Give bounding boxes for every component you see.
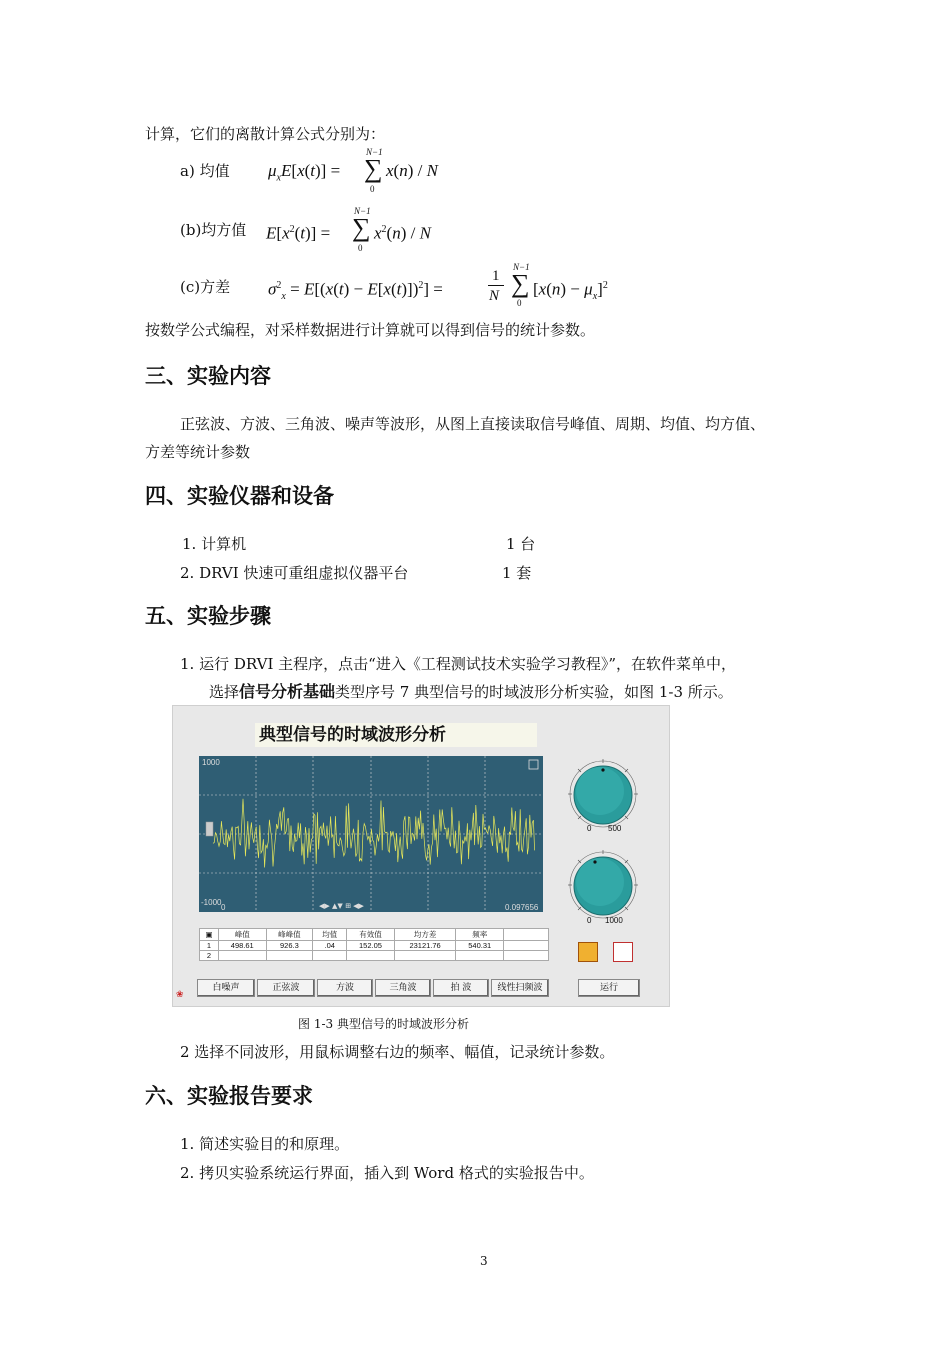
cell: 540.31	[456, 941, 504, 951]
sum-lower-a: 0	[370, 184, 375, 194]
knob1-max: 500	[608, 824, 622, 833]
formula-a-label: a) 均值	[180, 162, 230, 180]
white-noise-button[interactable]: 白噪声	[197, 979, 255, 997]
x-max-label: 0.097656	[505, 903, 539, 912]
run-button[interactable]: 运行	[578, 979, 640, 997]
section-6-title: 六、实验报告要求	[145, 1084, 313, 1108]
header-cell: 频率	[456, 929, 504, 941]
beat-wave-button[interactable]: 拍 波	[433, 979, 489, 997]
section-4-title: 四、实验仪器和设备	[145, 484, 334, 508]
formula-a-rhs: x(n) / N	[386, 161, 438, 180]
section-3-line1: 正弦波、方波、三角波、噪声等波形，从图上直接读取信号峰值、周期、均值、均方值、	[180, 415, 766, 433]
row-index: 1	[200, 941, 219, 951]
sum-lower-b: 0	[358, 243, 363, 253]
requirement-2: 2. 拷贝实验系统运行界面，插入到 Word 格式的实验报告中。	[180, 1164, 594, 1182]
plot-nav-icons: ◀▶ ▲▼ ⊞ ◀▶	[319, 902, 364, 910]
header-cell: 均值	[313, 929, 347, 941]
sum-upper-a: N−1	[366, 147, 383, 157]
header-cell: 峰值	[219, 929, 267, 941]
sigma-b: ∑	[352, 213, 371, 242]
knob2-min: 0	[587, 916, 592, 925]
waveform-svg	[199, 756, 543, 912]
table-corner: ▣	[200, 929, 219, 941]
formula-c: $\sigma^2_x = E[(x(t) - E[x(t)])^2]$ =	[268, 279, 443, 303]
logo-icon: ❀	[176, 990, 184, 1000]
screenshot-title: 典型信号的时域波形分析	[255, 723, 537, 747]
noise-waveform	[213, 799, 535, 868]
software-screenshot	[172, 705, 670, 1007]
y-scroll-icon	[206, 822, 213, 836]
requirement-1: 1. 简述实验目的和原理。	[180, 1135, 350, 1153]
table-header-row	[200, 929, 549, 941]
waveform-plot	[199, 756, 543, 912]
formula-b-rhs: $x^2(n)$ / N	[374, 223, 431, 243]
triangle-wave-button[interactable]: 三角波	[375, 979, 431, 997]
sine-wave-button[interactable]: 正弦波	[257, 979, 315, 997]
table-row	[200, 951, 549, 961]
frac-num: 1	[492, 268, 500, 284]
cell: 23121.76	[394, 941, 456, 951]
formula-c-rhs: $[x(n) - \mu_x]^2$	[533, 279, 608, 303]
square-wave-button[interactable]: 方波	[317, 979, 373, 997]
formula-c-label: (c)方差	[180, 278, 231, 296]
header-cell-empty	[504, 929, 549, 941]
sum-upper-c: N−1	[513, 262, 530, 272]
knob2-max: 1000	[605, 916, 623, 925]
equip-1-name: 1. 计算机	[182, 535, 247, 553]
cell: 152.05	[347, 941, 395, 951]
intro-text: 计算，它们的离散计算公式分别为：	[145, 125, 386, 143]
amplitude-knob[interactable]	[567, 849, 639, 921]
formula-b: $E[x^2(t)]$ =	[266, 223, 331, 243]
y-min-label: -1000	[201, 898, 222, 907]
page-number: 3	[480, 1254, 488, 1268]
equip-2-name: 2. DRVI 快速可重组虚拟仪器平台	[180, 564, 409, 582]
stop-icon[interactable]	[613, 942, 633, 962]
sum-upper-b: N−1	[354, 206, 371, 216]
frac-den: N	[489, 288, 500, 304]
step-1-line1: 1. 运行 DRVI 主程序，点击“进入《工程测试技术实验学习教程》”，在软件菜单中，	[180, 655, 736, 673]
zoom-icon	[529, 760, 538, 769]
cell-empty	[504, 941, 549, 951]
section-3-title: 三、实验内容	[145, 364, 271, 388]
linear-sweep-button[interactable]: 线性扫频波	[491, 979, 549, 997]
row-index: 2	[200, 951, 219, 961]
section-5-title: 五、实验步骤	[145, 604, 271, 628]
y-max-label: 1000	[202, 758, 220, 767]
cell: 926.3	[266, 941, 313, 951]
sum-lower-c: 0	[517, 298, 522, 308]
header-cell: 峰峰值	[266, 929, 313, 941]
formula-a: $\mu_xE[x(t)]$ =	[268, 161, 341, 184]
step-1-line2: 选择信号分析基础类型序号 7 典型信号的时域波形分析实验，如图 1-3 所示。	[209, 682, 733, 701]
start-icon[interactable]	[578, 942, 598, 962]
table-row	[200, 941, 549, 951]
section-3-line2: 方差等统计参数	[145, 443, 251, 461]
knob1-min: 0	[587, 824, 592, 833]
figure-caption: 图 1-3 典型信号的时域波形分析	[298, 1017, 469, 1031]
sigma-a: ∑	[364, 154, 383, 183]
frequency-knob[interactable]	[567, 758, 639, 830]
after-formula-text: 按数学公式编程，对采样数据进行计算就可以得到信号的统计参数。	[145, 321, 596, 339]
stats-table	[199, 928, 549, 961]
equip-2-qty: 1 套	[502, 564, 532, 582]
cell: 498.61	[219, 941, 267, 951]
formula-b-label: (b)均方值	[180, 221, 247, 239]
sigma-c: ∑	[511, 269, 530, 298]
step-2: 2 选择不同波形，用鼠标调整右边的频率、幅值，记录统计参数。	[180, 1043, 615, 1061]
header-cell: 均方差	[394, 929, 456, 941]
header-cell: 有效值	[347, 929, 395, 941]
cell: .04	[313, 941, 347, 951]
x-min-label: 0	[221, 903, 226, 912]
equip-1-qty: 1 台	[506, 535, 536, 553]
